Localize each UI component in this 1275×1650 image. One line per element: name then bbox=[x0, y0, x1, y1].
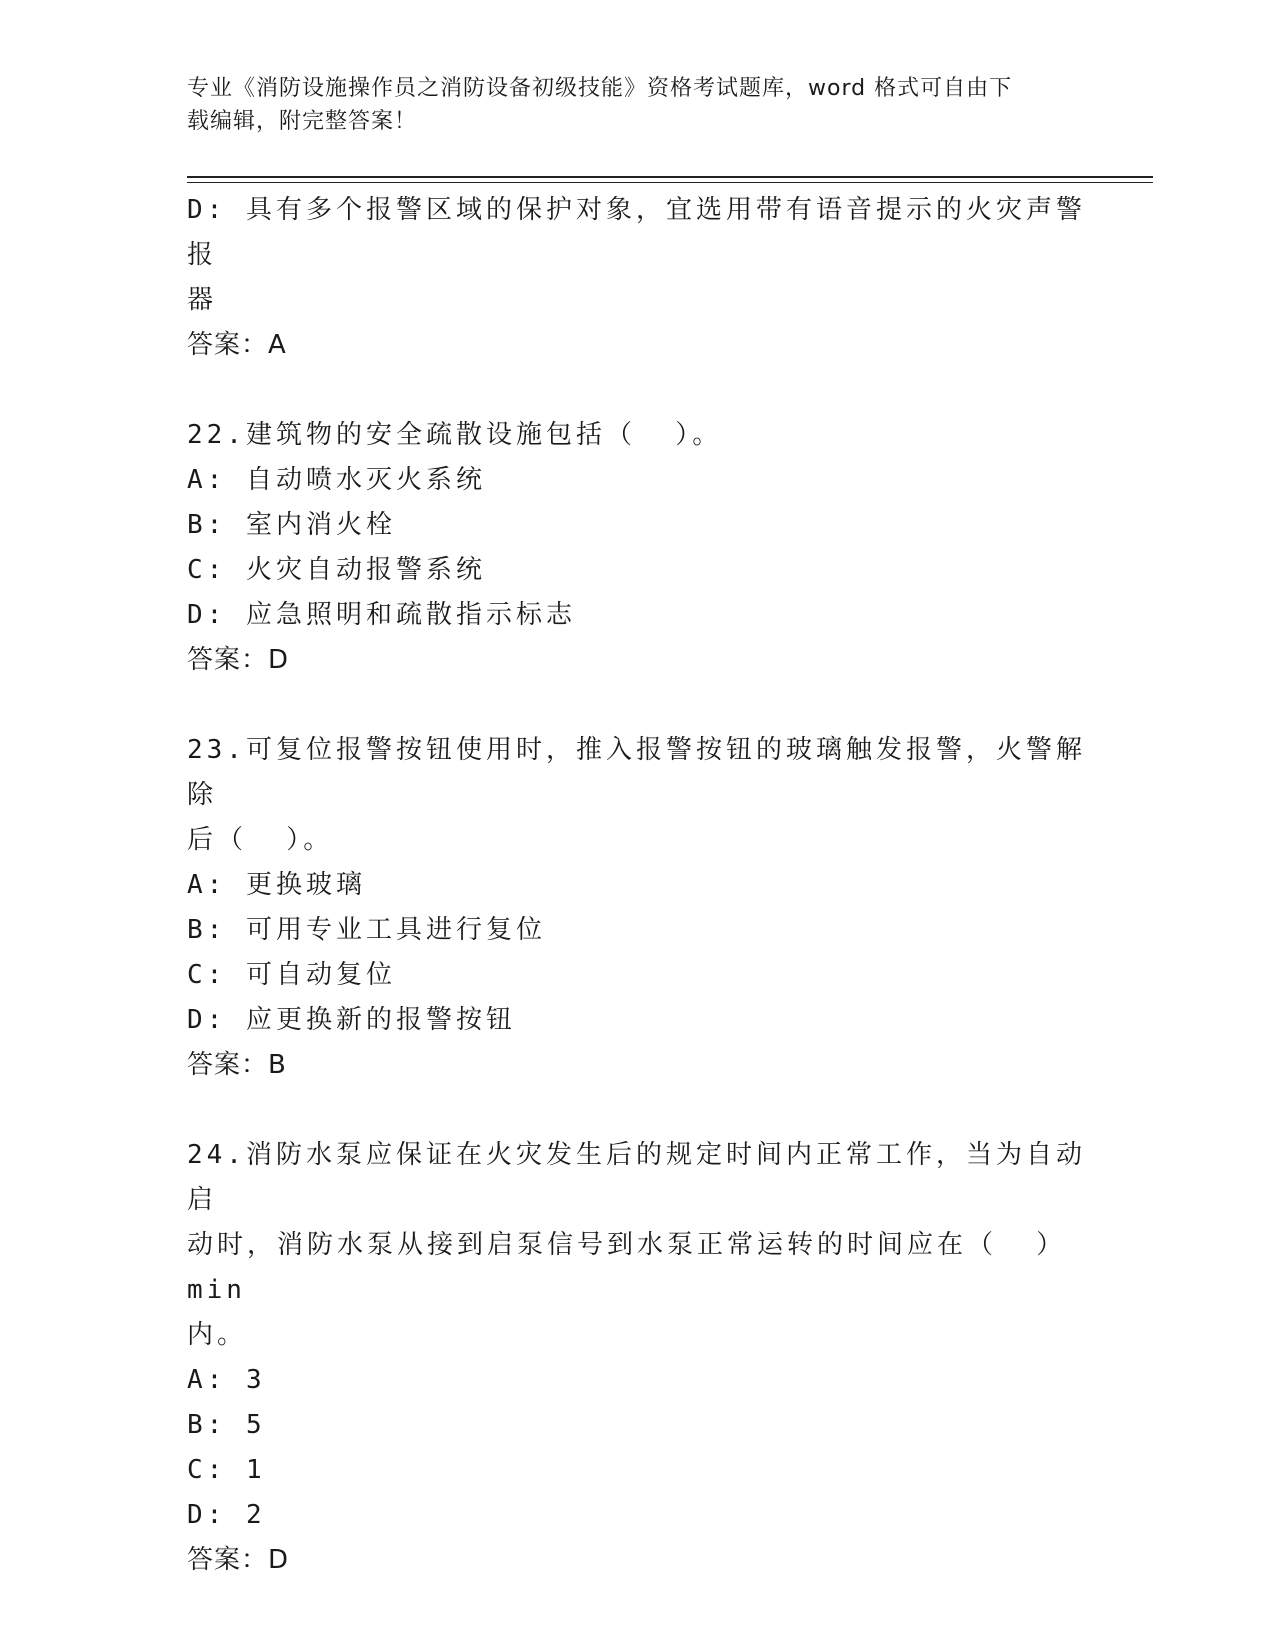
option-a: A: 3 bbox=[187, 1365, 266, 1395]
option-b: B: 室内消火栓 bbox=[187, 510, 396, 540]
question-stem: 22.建筑物的安全疏散设施包括（ ）。 bbox=[187, 420, 723, 450]
answer-label: 答案：B bbox=[187, 1050, 287, 1080]
question-content bbox=[187, 188, 1087, 1583]
spacer bbox=[187, 683, 1087, 728]
question-24 bbox=[187, 1133, 1087, 1583]
option-d: D: 应更换新的报警按钮 bbox=[187, 1005, 516, 1035]
question-stem-continued: 后（ ）。 bbox=[187, 825, 334, 855]
spacer bbox=[187, 1088, 1087, 1133]
option-b: B: 5 bbox=[187, 1410, 266, 1440]
header-title-line-2: 载编辑，附完整答案！ bbox=[187, 109, 418, 134]
document-header bbox=[187, 72, 1067, 138]
option-d-carryover-line-2: 器 bbox=[187, 285, 218, 315]
option-d: D: 应急照明和疏散指示标志 bbox=[187, 600, 576, 630]
answer-label: 答案：D bbox=[187, 1545, 290, 1575]
answer-label: 答案：D bbox=[187, 645, 290, 675]
question-stem-continued: 动时，消防水泵从接到启泵信号到水泵正常运转的时间应在（ ）min bbox=[187, 1230, 1067, 1305]
question-stem: 23.可复位报警按钮使用时，推入报警按钮的玻璃触发报警，火警解除 bbox=[187, 735, 1086, 810]
option-b: B: 可用专业工具进行复位 bbox=[187, 915, 546, 945]
option-d-carryover-line-1: D: 具有多个报警区域的保护对象，宜选用带有语音提示的火灾声警报 bbox=[187, 195, 1086, 270]
spacer bbox=[187, 368, 1087, 413]
option-c: C: 可自动复位 bbox=[187, 960, 396, 990]
question-stem: 24.消防水泵应保证在火灾发生后的规定时间内正常工作，当为自动启 bbox=[187, 1140, 1086, 1215]
option-a: A: 自动喷水灭火系统 bbox=[187, 465, 486, 495]
option-a: A: 更换玻璃 bbox=[187, 870, 366, 900]
question-23 bbox=[187, 728, 1087, 1088]
question-stem-continued: 内。 bbox=[187, 1320, 248, 1350]
question-22 bbox=[187, 413, 1087, 683]
header-title-line-1: 专业《消防设施操作员之消防设备初级技能》资格考试题库，word 格式可自由下 bbox=[187, 76, 1013, 101]
answer-label: 答案：A bbox=[187, 330, 287, 360]
option-d: D: 2 bbox=[187, 1500, 266, 1530]
option-c: C: 1 bbox=[187, 1455, 266, 1485]
header-divider-thin bbox=[187, 182, 1153, 183]
header-divider-thick bbox=[187, 176, 1153, 178]
option-c: C: 火灾自动报警系统 bbox=[187, 555, 486, 585]
